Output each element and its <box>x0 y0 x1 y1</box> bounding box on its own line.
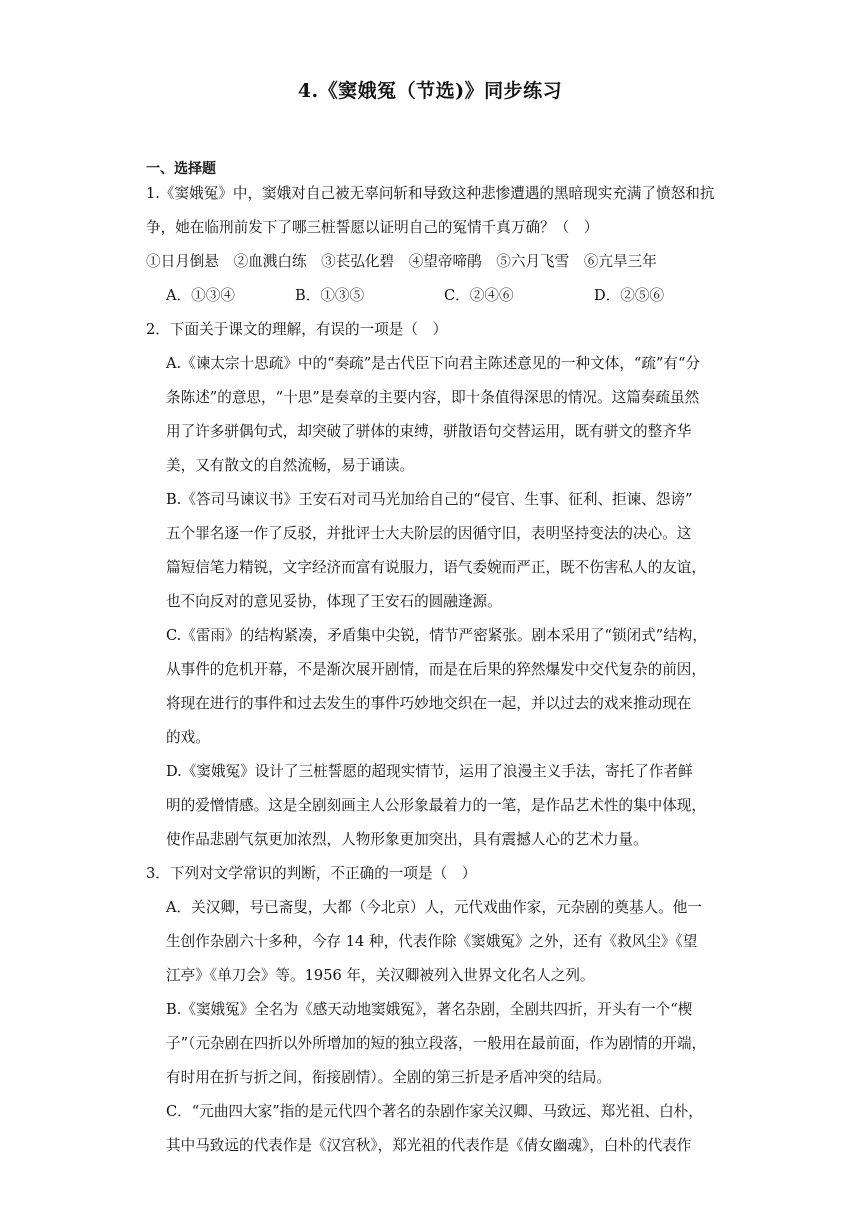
question-2-c-line: 的戏。 <box>166 729 210 746</box>
question-3-b-line: 子”（元杂剧在四折以外所增加的短的独立段落，一般用在最前面，作为剧情的开端， <box>166 1035 707 1052</box>
document-title: 4.《窦娥冤（节选)》同步练习 <box>297 80 563 102</box>
question-3-b-line: B.《窦娥冤》全名为《感天动地窦娥冤》，著名杂剧，全剧共四折，开头有一个“楔 <box>166 1001 693 1018</box>
question-2-stem: 2．下面关于课文的理解，有误的一项是（ ） <box>146 321 448 338</box>
question-2-b-line: 也不向反对的意见妥协，体现了王安石的圆融逢源。 <box>166 593 502 610</box>
question-1-line-2: 争，她在临刑前发下了哪三桩誓愿以证明自己的冤情千真万确？（ ） <box>146 219 599 236</box>
option-a: A．①③④ <box>166 287 235 304</box>
question-3-a-line: 江亭》《单刀会》等。1956 年，关汉卿被列入世界文化名人之列。 <box>166 967 595 984</box>
question-2-a-line: 用了许多骈偶句式，却突破了骈体的束缚，骈散语句交替运用，既有骈文的整齐华 <box>166 423 692 440</box>
question-2-d-line: 使作品悲剧气氛更加浓烈，人物形象更加突出，具有震撼人心的艺术力量。 <box>166 831 648 848</box>
question-2-b-line: B.《答司马谏议书》王安石对司马光加给自己的“侵官、生事、征利、拒谏、怨谤” <box>166 491 693 508</box>
question-2-d-line: 明的爱憎情感。这是全剧刻画主人公形象最着力的一笔，是作品艺术性的集中体现， <box>166 797 706 814</box>
question-3-stem: 3．下列对文学常识的判断，不正确的一项是（ ） <box>146 865 477 882</box>
section-heading: 一、选择题 <box>146 161 216 177</box>
question-2-a-line: 美，又有散文的自然流畅，易于诵读。 <box>166 457 415 474</box>
question-3-c-line: 其中马致远的代表作是《汉宫秋》，郑光祖的代表作是《倩女幽魂》，白朴的代表作 <box>166 1137 692 1154</box>
question-2-c-line: 从事件的危机开幕，不是渐次展开剧情，而是在后果的猝然爆发中交代复杂的前因， <box>166 661 706 678</box>
question-2-c-line: C.《雷雨》的结构紧凑，矛盾集中尖锐，情节严密紧张。剧本采用了“锁闭式”结构， <box>166 627 707 644</box>
question-3-a-line: A．关汉卿，号已斋叟，大都（今北京）人，元代戏曲作家，元杂剧的奠基人。他一 <box>166 899 702 916</box>
question-2-a-line: 条陈述”的意思，“十思”是奏章的主要内容，即十条值得深思的情况。这篇奏疏虽然 <box>166 389 700 406</box>
option-c: C．②④⑥ <box>444 287 514 304</box>
option-b: B．①③⑤ <box>295 287 365 304</box>
question-2-b-line: 篇短信笔力精锐，文字经济而富有说服力，语气委婉而严正，既不伤害私人的友谊， <box>166 559 706 576</box>
question-2-a-line: A.《谏太宗十思疏》中的“奏疏”是古代臣下向君主陈述意见的一种文体，“疏”有“分 <box>166 355 701 372</box>
question-2-c-line: 将现在进行的事件和过去发生的事件巧妙地交织在一起，并以过去的戏来推动现在 <box>166 695 692 712</box>
question-2-b-line: 五个罪名逐一作了反驳，并批评士大夫阶层的因循守旧，表明坚持变法的决心。这 <box>166 525 692 542</box>
question-3-c-line: C．“元曲四大家”指的是元代四个著名的杂剧作家关汉卿、马致远、郑光祖、白朴， <box>166 1103 703 1120</box>
question-3-a-line: 生创作杂剧六十多种，今存 14 种，代表作除《窦娥冤》之外，还有《救风尘》《望 <box>166 933 698 950</box>
question-1-line-1: 1.《窦娥冤》中，窦娥对自己被无辜问斩和导致这种悲惨遭遇的黑暗现实充满了愤怒和抗 <box>146 185 715 202</box>
option-d: D．②⑤⑥ <box>594 287 665 304</box>
question-2-d-line: D.《窦娥冤》设计了三桩誓愿的超现实情节，运用了浪漫主义手法，寄托了作者鲜 <box>166 763 693 780</box>
question-3-b-line: 有时用在折与折之间，衔接剧情）。全剧的第三折是矛盾冲突的结局。 <box>166 1069 612 1086</box>
question-1-choices-list: ①日月倒悬 ②血溅白练 ③苌弘化碧 ④望帝啼鹃 ⑤六月飞雪 ⑥亢旱三年 <box>146 253 657 270</box>
